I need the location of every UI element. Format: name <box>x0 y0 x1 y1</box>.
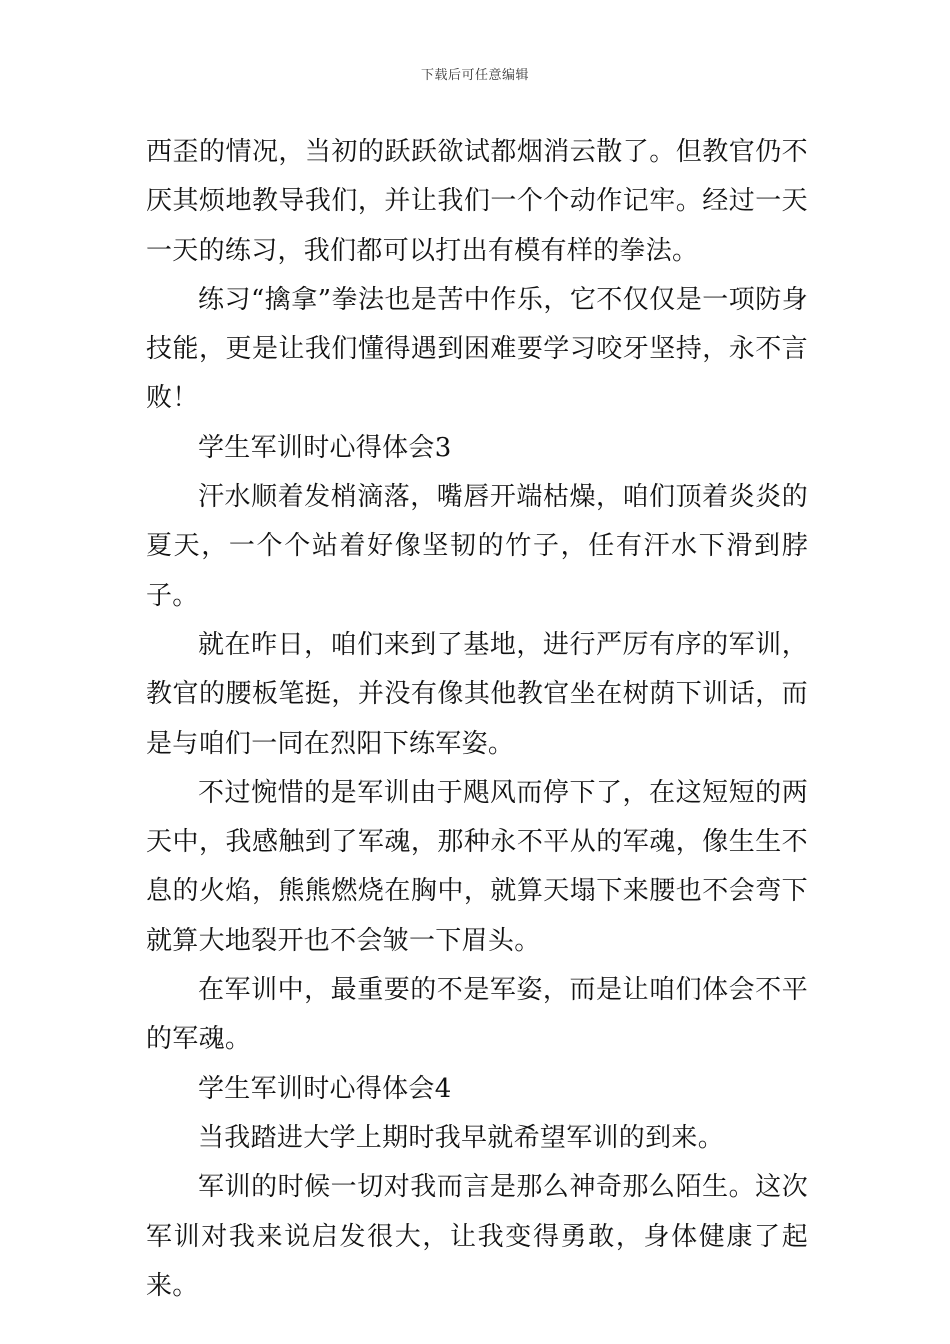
paragraph: 汗水顺着发梢滴落，嘴唇开端枯燥，咱们顶着炎炎的夏天，一个个站着好像坚韧的竹子，任有汗水下滑到脖子。 <box>146 482 808 611</box>
paragraph: 在军训中，最重要的不是军姿，而是让咱们体会不平的军魂。 <box>146 975 808 1055</box>
document-body <box>146 128 808 1311</box>
paragraph: 不过惋惜的是军训由于飓风而停下了，在这短短的两天中，我感触到了军魂，那种永不平从的军魂，像生生不息的火焰，熊熊燃烧在胸中，就算天塌下来腰也不会弯下就算大地裂开也不会皱一下眉头。 <box>146 777 808 956</box>
paragraph: 军训的时候一切对我而言是那么神奇那么陌生。这次军训对我来说启发很大，让我变得勇敢，身体健康了起来。 <box>146 1172 808 1301</box>
paragraph-continued: 西歪的情况，当初的跃跃欲试都烟消云散了。但教官仍不厌其烦地教导我们，并让我们一个个动作记牢。经过一天一天的练习，我们都可以打出有模有样的拳法。 <box>146 137 808 266</box>
section-heading: 学生军训时心得体会3 <box>198 432 452 463</box>
paragraph: 当我踏进大学上期时我早就希望军训的到来。 <box>198 1122 725 1153</box>
page-header: 下载后可任意编辑 <box>420 68 529 83</box>
paragraph: 练习“擒拿”拳法也是苦中作乐，它不仅仅是一项防身技能，更是让我们懂得遇到困难要学习咬牙坚持，永不言败！ <box>146 284 808 414</box>
paragraph: 就在昨日，咱们来到了基地，进行严厉有序的军训，教官的腰板笔挺，并没有像其他教官坐在树荫下训话，而是与咱们一同在烈阳下练军姿。 <box>146 629 808 759</box>
section-heading: 学生军训时心得体会4 <box>198 1073 452 1104</box>
